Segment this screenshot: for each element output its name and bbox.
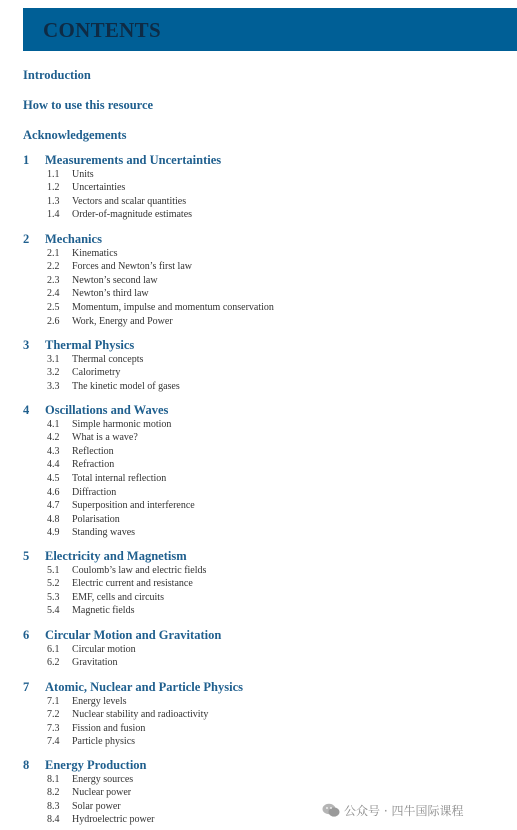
section-number: 4.4 xyxy=(47,459,60,470)
chapter-title[interactable]: Measurements and Uncertainties xyxy=(45,153,222,167)
chapter-title[interactable]: Oscillations and Waves xyxy=(45,403,169,417)
section-number: 4.6 xyxy=(47,487,60,498)
section-number: 2.1 xyxy=(47,248,60,259)
section-title[interactable]: Uncertainties xyxy=(72,182,126,193)
chapter-number: 7 xyxy=(23,680,30,694)
chapter-number: 8 xyxy=(23,758,30,772)
page-title: CONTENTS xyxy=(43,18,161,42)
section-title[interactable]: Refraction xyxy=(72,459,115,470)
section-number: 3.3 xyxy=(47,381,60,392)
section-title[interactable]: Solar power xyxy=(72,801,121,812)
section-number: 4.8 xyxy=(47,514,60,525)
chapter-number: 4 xyxy=(23,403,30,417)
section-number: 8.3 xyxy=(47,801,60,812)
section-title[interactable]: Nuclear stability and radioactivity xyxy=(72,709,209,720)
section-title[interactable]: Nuclear power xyxy=(72,787,132,798)
section-number: 7.1 xyxy=(47,696,60,707)
wechat-icon xyxy=(322,803,340,818)
section-number: 1.3 xyxy=(47,196,60,207)
section-title[interactable]: Diffraction xyxy=(72,487,117,498)
section-number: 2.5 xyxy=(47,302,60,313)
section-number: 5.1 xyxy=(47,565,60,576)
section-title[interactable]: Energy levels xyxy=(72,696,127,707)
section-number: 3.2 xyxy=(47,367,60,378)
section-title[interactable]: Calorimetry xyxy=(72,367,121,378)
section-title[interactable]: Magnetic fields xyxy=(72,605,135,616)
section-number: 7.3 xyxy=(47,723,60,734)
section-title[interactable]: Polarisation xyxy=(72,514,120,525)
section-title[interactable]: The kinetic model of gases xyxy=(72,381,180,392)
section-number: 5.3 xyxy=(47,592,60,603)
section-number: 3.1 xyxy=(47,354,60,365)
section-title[interactable]: Thermal concepts xyxy=(72,354,144,365)
front-item-how-to-use[interactable]: How to use this resource xyxy=(23,98,154,112)
section-title[interactable]: Hydroelectric power xyxy=(72,814,155,825)
section-number: 6.2 xyxy=(47,657,60,668)
section-title[interactable]: Order-of-magnitude estimates xyxy=(72,209,193,220)
section-title[interactable]: Energy sources xyxy=(72,774,134,785)
watermark-text: 公众号 · 四牛国际课程 xyxy=(344,803,464,818)
section-number: 8.1 xyxy=(47,774,60,785)
section-number: 1.2 xyxy=(47,182,60,193)
chapter-title[interactable]: Circular Motion and Gravitation xyxy=(45,628,222,642)
section-number: 2.4 xyxy=(47,288,60,299)
section-title[interactable]: Electric current and resistance xyxy=(72,578,193,589)
section-number: 8.4 xyxy=(47,814,60,825)
section-number: 2.6 xyxy=(47,316,60,327)
section-title[interactable]: Work, Energy and Power xyxy=(72,316,173,327)
chapter-title[interactable]: Atomic, Nuclear and Particle Physics xyxy=(45,680,243,694)
section-number: 5.2 xyxy=(47,578,60,589)
section-number: 1.4 xyxy=(47,209,60,220)
section-number: 4.7 xyxy=(47,500,60,511)
section-title[interactable]: Vectors and scalar quantities xyxy=(72,196,187,207)
section-number: 6.1 xyxy=(47,644,60,655)
section-title[interactable]: Units xyxy=(72,169,94,180)
section-title[interactable]: What is a wave? xyxy=(72,432,138,443)
chapter-title[interactable]: Thermal Physics xyxy=(45,338,135,352)
section-title[interactable]: Circular motion xyxy=(72,644,136,655)
section-number: 8.2 xyxy=(47,787,60,798)
front-item-introduction[interactable]: Introduction xyxy=(23,68,91,82)
section-number: 2.2 xyxy=(47,261,60,272)
chapter-number: 2 xyxy=(23,232,30,246)
chapter-title[interactable]: Energy Production xyxy=(45,758,147,772)
chapter-number: 5 xyxy=(23,549,30,563)
section-number: 7.4 xyxy=(47,736,60,747)
section-title[interactable]: Superposition and interference xyxy=(72,500,195,511)
section-title[interactable]: Momentum, impulse and momentum conservation xyxy=(72,302,274,313)
section-number: 5.4 xyxy=(47,605,60,616)
section-title[interactable]: Kinematics xyxy=(72,248,118,259)
section-title[interactable]: Standing waves xyxy=(72,527,136,538)
section-number: 2.3 xyxy=(47,275,60,286)
section-title[interactable]: Forces and Newton’s first law xyxy=(72,261,192,272)
section-number: 4.3 xyxy=(47,446,60,457)
section-title[interactable]: Simple harmonic motion xyxy=(72,419,172,430)
section-title[interactable]: Newton’s third law xyxy=(72,288,149,299)
section-number: 4.2 xyxy=(47,432,60,443)
section-title[interactable]: EMF, cells and circuits xyxy=(72,592,164,603)
section-number: 7.2 xyxy=(47,709,60,720)
section-title[interactable]: Fission and fusion xyxy=(72,723,146,734)
section-title[interactable]: Reflection xyxy=(72,446,114,457)
section-title[interactable]: Coulomb’s law and electric fields xyxy=(72,565,207,576)
section-number: 4.9 xyxy=(47,527,60,538)
section-number: 4.5 xyxy=(47,473,60,484)
section-title[interactable]: Particle physics xyxy=(72,736,136,747)
front-item-acknowledgements[interactable]: Acknowledgements xyxy=(23,128,127,142)
section-title[interactable]: Newton’s second law xyxy=(72,275,158,286)
chapter-title[interactable]: Mechanics xyxy=(45,232,102,246)
section-title[interactable]: Gravitation xyxy=(72,657,118,668)
chapter-title[interactable]: Electricity and Magnetism xyxy=(45,549,187,563)
section-title[interactable]: Total internal reflection xyxy=(72,473,167,484)
chapter-number: 6 xyxy=(23,628,30,642)
chapter-number: 1 xyxy=(23,153,30,167)
contents-header xyxy=(23,8,517,51)
watermark xyxy=(322,800,463,820)
section-number: 4.1 xyxy=(47,419,60,430)
chapter-number: 3 xyxy=(23,338,30,352)
section-number: 1.1 xyxy=(47,169,60,180)
